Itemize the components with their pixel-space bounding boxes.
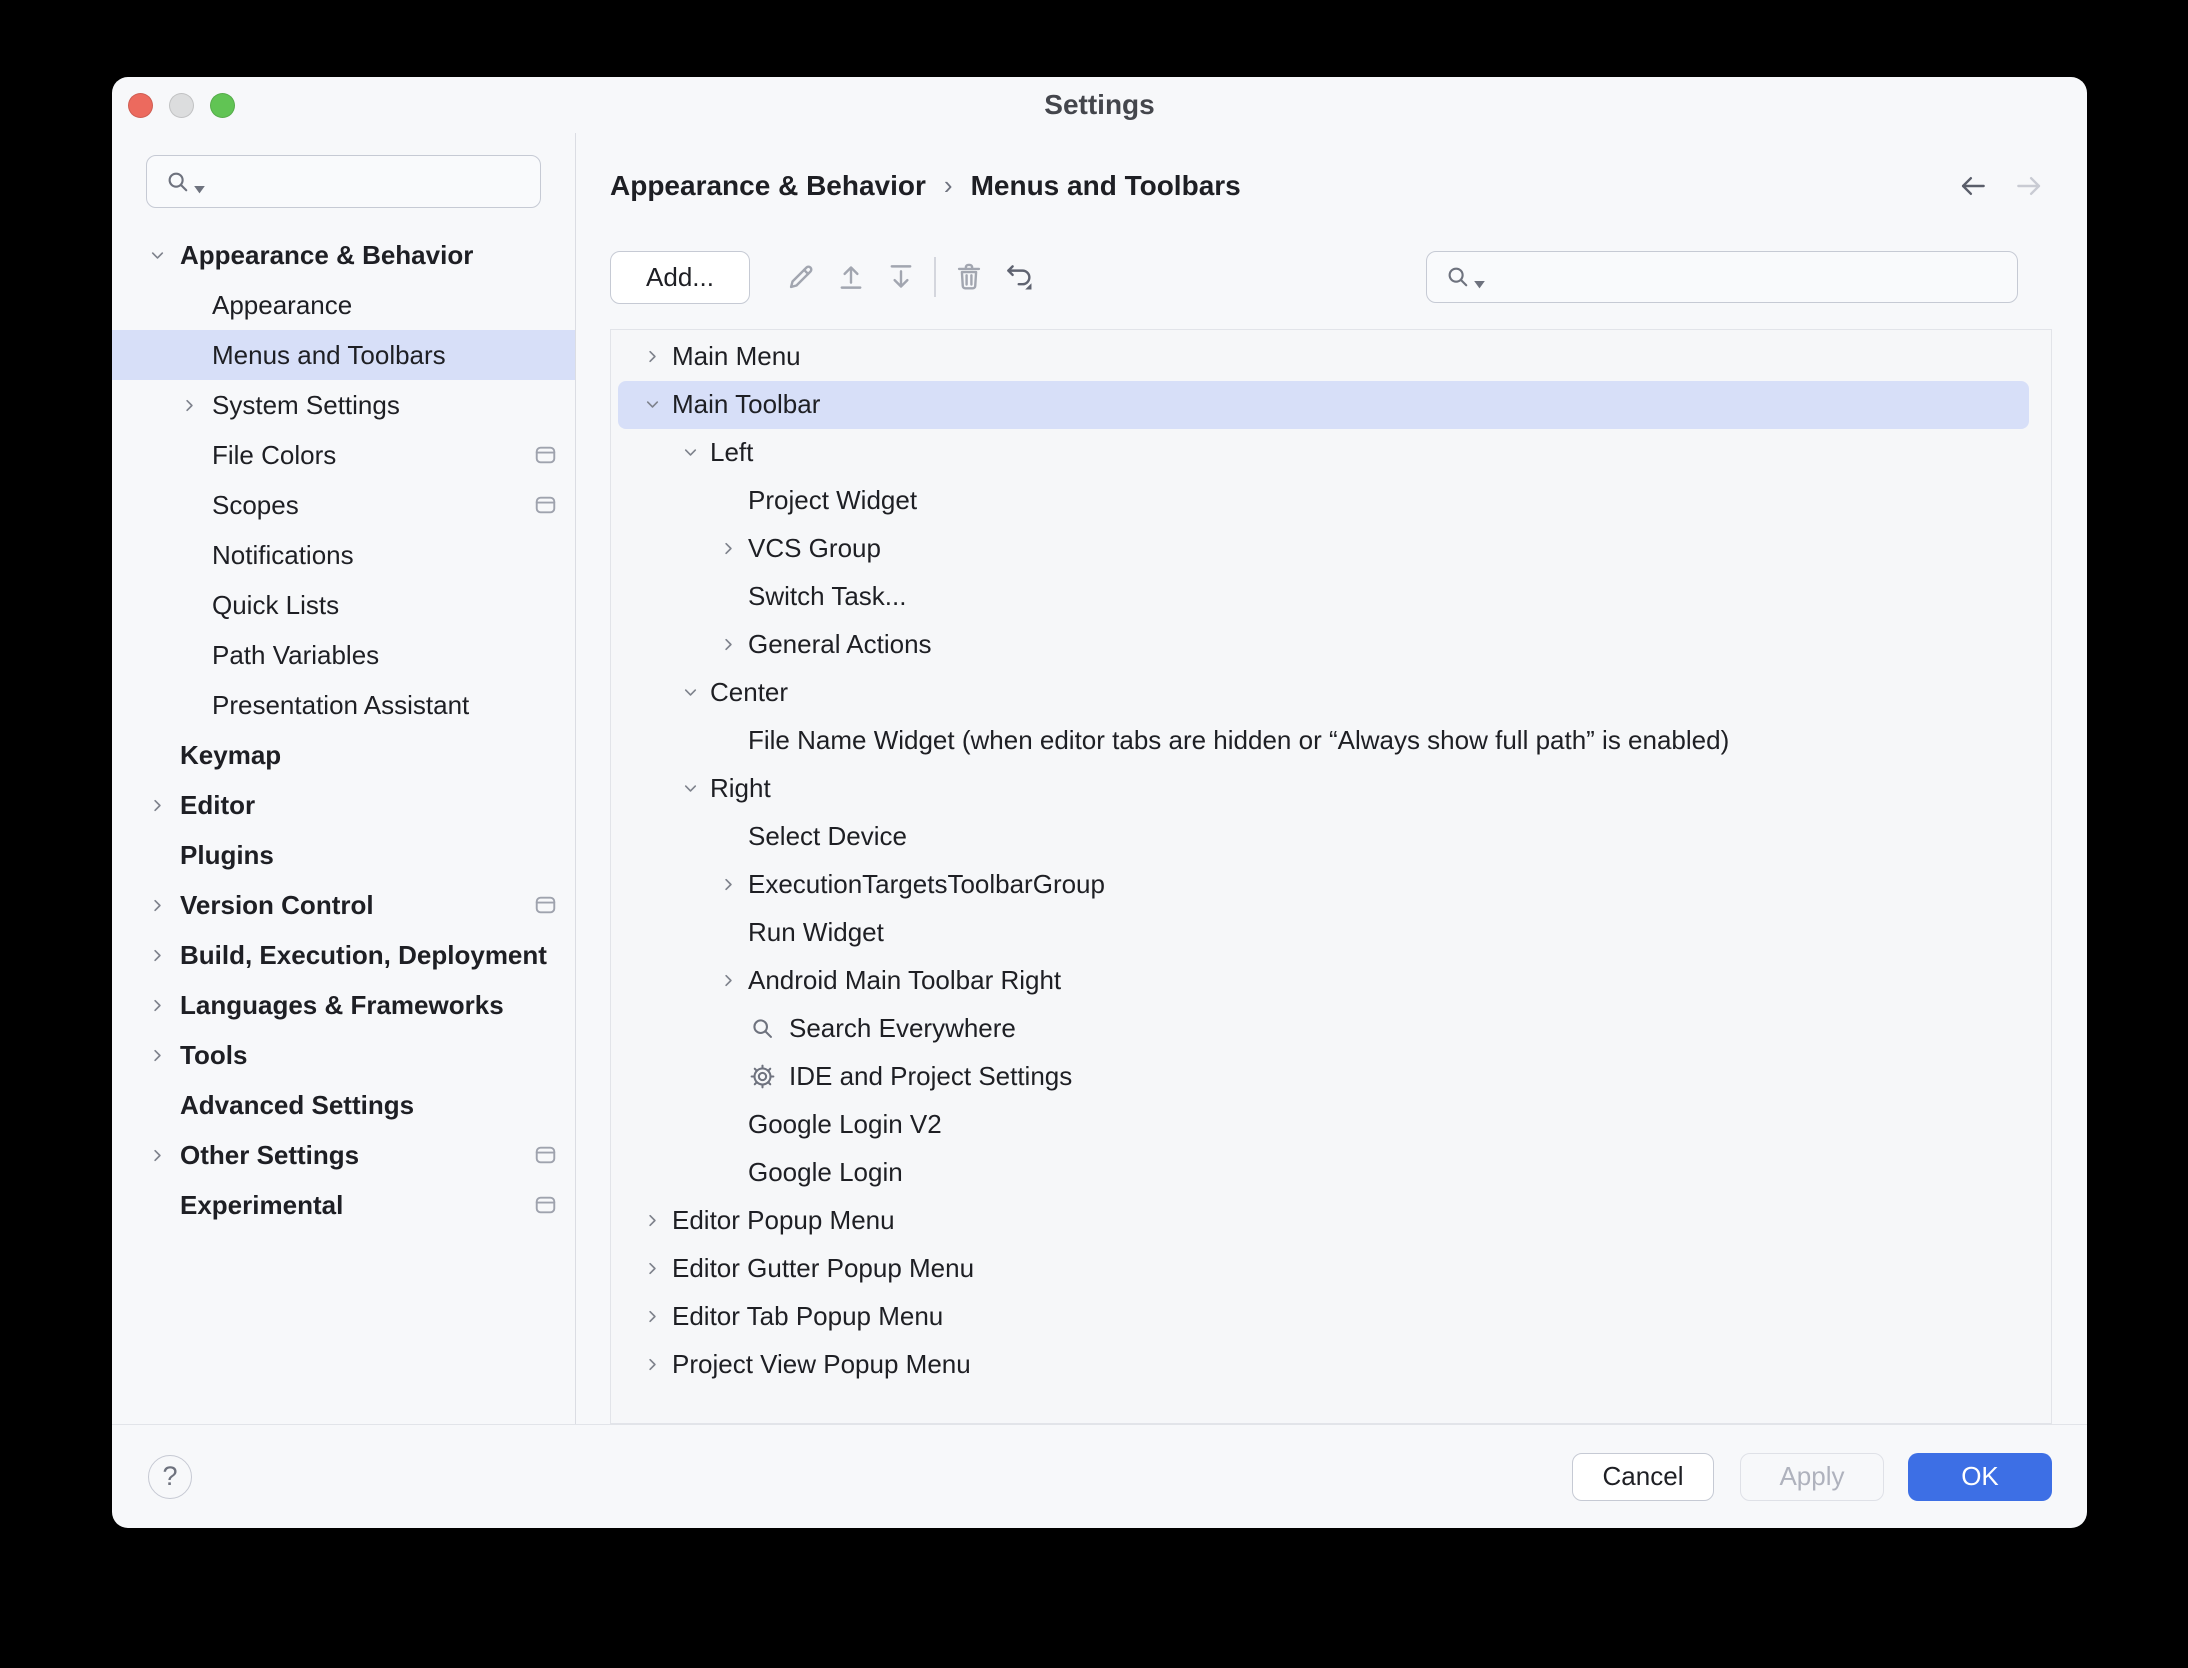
sidebar-search-input[interactable] bbox=[147, 156, 540, 207]
cancel-button[interactable]: Cancel bbox=[1572, 1453, 1714, 1501]
chevron-right-icon[interactable] bbox=[632, 1293, 672, 1341]
breadcrumb bbox=[610, 163, 2052, 209]
sidebar-item-version-control[interactable] bbox=[112, 880, 575, 930]
sidebar-item-label: Scopes bbox=[212, 489, 299, 520]
chevron-down-icon[interactable] bbox=[670, 765, 710, 813]
sidebar-item-label: Advanced Settings bbox=[180, 1089, 415, 1120]
indent-spacer bbox=[178, 630, 212, 680]
sidebar-item-label: Quick Lists bbox=[212, 589, 340, 620]
tree-item-label: Switch Task... bbox=[748, 581, 907, 612]
help-button[interactable]: ? bbox=[148, 1455, 192, 1499]
tree-item-label: Editor Popup Menu bbox=[672, 1205, 895, 1236]
sidebar-item-system-settings[interactable] bbox=[112, 380, 575, 430]
sidebar-item-languages-frameworks[interactable] bbox=[112, 980, 575, 1030]
indent-spacer bbox=[708, 717, 748, 765]
ok-button[interactable]: OK bbox=[1908, 1453, 2052, 1501]
sidebar-item-file-colors[interactable] bbox=[112, 430, 575, 480]
apply-button[interactable]: Apply bbox=[1740, 1453, 1884, 1501]
chevron-right-icon[interactable] bbox=[178, 380, 212, 430]
search-icon bbox=[1443, 262, 1485, 292]
tree-item-general-actions[interactable] bbox=[618, 621, 2029, 669]
chevron-right-icon[interactable] bbox=[146, 980, 180, 1030]
window-icon bbox=[532, 492, 559, 519]
tree-item-left[interactable] bbox=[618, 429, 2029, 477]
search-icon bbox=[748, 1014, 777, 1043]
chevron-right-icon[interactable] bbox=[632, 1245, 672, 1293]
history-nav bbox=[1954, 167, 2048, 205]
sidebar-item-build-execution-deployment[interactable] bbox=[112, 930, 575, 980]
indent-spacer bbox=[708, 573, 748, 621]
tree-item-executiontargetstoolbargroup[interactable] bbox=[618, 861, 2029, 909]
tree-item-switch-task[interactable] bbox=[618, 573, 2029, 621]
breadcrumb-separator: › bbox=[943, 170, 953, 201]
indent-spacer bbox=[178, 480, 212, 530]
tree-item-label: File Name Widget (when editor tabs are hidden or “Always show full path” is enabled) bbox=[748, 725, 1730, 756]
tree-item-main-toolbar[interactable] bbox=[618, 381, 2029, 429]
sidebar-item-label: Presentation Assistant bbox=[212, 689, 470, 720]
sidebar-item-appearance[interactable] bbox=[112, 280, 575, 330]
indent-spacer bbox=[178, 280, 212, 330]
tree-item-ide-and-project-settings[interactable] bbox=[618, 1053, 2029, 1101]
tree-item-right[interactable] bbox=[618, 765, 2029, 813]
indent-spacer bbox=[708, 909, 748, 957]
window-icon bbox=[532, 892, 559, 919]
tree-item-vcs-group[interactable] bbox=[618, 525, 2029, 573]
chevron-right-icon[interactable] bbox=[708, 525, 748, 573]
tree-item-select-device[interactable] bbox=[618, 813, 2029, 861]
indent-spacer bbox=[178, 430, 212, 480]
chevron-right-icon[interactable] bbox=[632, 1341, 672, 1389]
tree-item-label: Android Main Toolbar Right bbox=[748, 965, 1062, 996]
titlebar bbox=[112, 77, 2087, 133]
tree-item-label: Run Widget bbox=[748, 917, 884, 948]
indent-spacer bbox=[708, 813, 748, 861]
tree-item-search-everywhere[interactable] bbox=[618, 1005, 2029, 1053]
chevron-down-icon[interactable] bbox=[146, 230, 180, 280]
tree-item-label: Project Widget bbox=[748, 485, 918, 516]
back-icon[interactable] bbox=[1954, 167, 1992, 205]
sidebar-item-advanced-settings[interactable] bbox=[112, 1080, 575, 1130]
close-button[interactable] bbox=[128, 93, 153, 118]
indent-spacer bbox=[146, 1180, 180, 1230]
sidebar-item-label: Path Variables bbox=[212, 639, 380, 670]
sidebar-item-label: Languages & Frameworks bbox=[180, 989, 504, 1020]
toolbar-divider bbox=[934, 257, 936, 297]
move-up-icon[interactable] bbox=[826, 252, 876, 302]
tree-item-label: Editor Gutter Popup Menu bbox=[672, 1253, 975, 1284]
tree-item-google-login-v2[interactable] bbox=[618, 1101, 2029, 1149]
sidebar-item-label: Menus and Toolbars bbox=[212, 339, 446, 370]
toolbar-search-box[interactable] bbox=[1426, 251, 2018, 303]
sidebar-item-quick-lists[interactable] bbox=[112, 580, 575, 630]
tree-item-label: Center bbox=[710, 677, 789, 708]
indent-spacer bbox=[178, 680, 212, 730]
settings-category-list bbox=[112, 230, 575, 1230]
sidebar-item-path-variables[interactable] bbox=[112, 630, 575, 680]
chevron-right-icon[interactable] bbox=[708, 957, 748, 1005]
sidebar-item-notifications[interactable] bbox=[112, 530, 575, 580]
sidebar-item-label: Other Settings bbox=[180, 1139, 360, 1170]
forward-icon[interactable] bbox=[2010, 167, 2048, 205]
tree-item-label: Search Everywhere bbox=[789, 1013, 1016, 1044]
sidebar-item-experimental[interactable] bbox=[112, 1180, 575, 1230]
tree-item-label: Project View Popup Menu bbox=[672, 1349, 971, 1380]
tree-item-main-menu[interactable] bbox=[618, 333, 2029, 381]
chevron-right-icon[interactable] bbox=[146, 1030, 180, 1080]
sidebar-item-tools[interactable] bbox=[112, 1030, 575, 1080]
move-down-icon[interactable] bbox=[876, 252, 926, 302]
search-icon bbox=[163, 167, 205, 197]
traffic-lights bbox=[128, 93, 235, 118]
sidebar bbox=[112, 133, 576, 1424]
window-title: Settings bbox=[1044, 89, 1155, 120]
indent-spacer bbox=[146, 730, 180, 780]
settings-window bbox=[112, 77, 2087, 1528]
tree-item-project-view-popup-menu[interactable] bbox=[618, 1341, 2029, 1389]
sidebar-item-appearance-behavior[interactable] bbox=[112, 230, 575, 280]
window-icon bbox=[532, 442, 559, 469]
chevron-right-icon[interactable] bbox=[146, 1130, 180, 1180]
content bbox=[112, 133, 2087, 1424]
sidebar-item-label: Keymap bbox=[180, 739, 282, 770]
chevron-down-icon[interactable] bbox=[670, 429, 710, 477]
add-button[interactable]: Add... bbox=[610, 251, 750, 304]
tree-item-center[interactable] bbox=[618, 669, 2029, 717]
chevron-right-icon[interactable] bbox=[708, 861, 748, 909]
tree-item-label: ExecutionTargetsToolbarGroup bbox=[748, 869, 1105, 900]
tree-item-editor-tab-popup-menu[interactable] bbox=[618, 1293, 2029, 1341]
tree-item-label: Main Toolbar bbox=[672, 389, 821, 420]
indent-spacer bbox=[178, 530, 212, 580]
sidebar-item-editor[interactable] bbox=[112, 780, 575, 830]
delete-icon[interactable] bbox=[944, 252, 994, 302]
breadcrumb-page: Menus and Toolbars bbox=[970, 169, 1241, 201]
indent-spacer bbox=[708, 1005, 748, 1053]
tree-item-label: Google Login bbox=[748, 1157, 903, 1188]
indent-spacer bbox=[708, 1053, 748, 1101]
chevron-down-icon[interactable] bbox=[670, 669, 710, 717]
indent-spacer bbox=[708, 477, 748, 525]
chevron-right-icon[interactable] bbox=[632, 333, 672, 381]
chevron-right-icon[interactable] bbox=[708, 621, 748, 669]
sidebar-item-label: Experimental bbox=[180, 1189, 344, 1220]
tree-item-label: Left bbox=[710, 437, 754, 468]
chevron-right-icon[interactable] bbox=[632, 1197, 672, 1245]
indent-spacer bbox=[708, 1149, 748, 1197]
main-panel bbox=[576, 133, 2087, 1424]
breadcrumb-section[interactable]: Appearance & Behavior bbox=[610, 169, 926, 201]
sidebar-search-box[interactable] bbox=[146, 155, 541, 208]
tree-item-editor-gutter-popup-menu[interactable] bbox=[618, 1245, 2029, 1293]
sidebar-item-label: Build, Execution, Deployment bbox=[180, 939, 547, 970]
tree-item-run-widget[interactable] bbox=[618, 909, 2029, 957]
tree-item-label: Select Device bbox=[748, 821, 907, 852]
revert-icon[interactable] bbox=[994, 252, 1044, 302]
tree-item-android-main-toolbar-right[interactable] bbox=[618, 957, 2029, 1005]
tree-toolbar bbox=[610, 251, 2052, 304]
chevron-right-icon[interactable] bbox=[146, 880, 180, 930]
sidebar-item-label: Notifications bbox=[212, 539, 354, 570]
indent-spacer bbox=[146, 830, 180, 880]
toolbar-icon-strip bbox=[776, 252, 1044, 302]
footer bbox=[112, 1424, 2087, 1528]
indent-spacer bbox=[178, 580, 212, 630]
edit-icon[interactable] bbox=[776, 252, 826, 302]
sidebar-item-menus-and-toolbars[interactable] bbox=[112, 330, 575, 380]
indent-spacer bbox=[178, 330, 212, 380]
actions-tree bbox=[610, 329, 2052, 1424]
window-icon bbox=[532, 1142, 559, 1169]
chevron-down-icon[interactable] bbox=[632, 381, 672, 429]
sidebar-item-keymap[interactable] bbox=[112, 730, 575, 780]
sidebar-item-scopes[interactable] bbox=[112, 480, 575, 530]
zoom-button[interactable] bbox=[210, 93, 235, 118]
gear-icon bbox=[748, 1062, 777, 1091]
tree-item-file-name-widget-when-editor-tabs-are-hidden-or-always-show-full-path-is-enabled[interactable] bbox=[618, 717, 2029, 765]
tree-item-editor-popup-menu[interactable] bbox=[618, 1197, 2029, 1245]
tree-item-label: VCS Group bbox=[748, 533, 881, 564]
minimize-button[interactable] bbox=[169, 93, 194, 118]
chevron-right-icon[interactable] bbox=[146, 780, 180, 830]
sidebar-item-label: System Settings bbox=[212, 389, 400, 420]
sidebar-item-label: Version Control bbox=[180, 889, 374, 920]
tree-item-label: Editor Tab Popup Menu bbox=[672, 1301, 944, 1332]
chevron-right-icon[interactable] bbox=[146, 930, 180, 980]
indent-spacer bbox=[146, 1080, 180, 1130]
sidebar-item-label: Appearance & Behavior bbox=[180, 239, 474, 270]
tree-item-label: Right bbox=[710, 773, 771, 804]
window-icon bbox=[532, 1192, 559, 1219]
tree-item-label: IDE and Project Settings bbox=[789, 1061, 1073, 1092]
tree-item-project-widget[interactable] bbox=[618, 477, 2029, 525]
sidebar-item-label: Tools bbox=[180, 1039, 248, 1070]
tree-item-label: Google Login V2 bbox=[748, 1109, 942, 1140]
tree-item-label: General Actions bbox=[748, 629, 932, 660]
sidebar-item-label: Plugins bbox=[180, 839, 274, 870]
sidebar-item-other-settings[interactable] bbox=[112, 1130, 575, 1180]
indent-spacer bbox=[708, 1101, 748, 1149]
tree-item-label: Main Menu bbox=[672, 341, 801, 372]
sidebar-item-label: File Colors bbox=[212, 439, 337, 470]
tree-item-google-login[interactable] bbox=[618, 1149, 2029, 1197]
toolbar-search-input[interactable] bbox=[1427, 252, 2017, 302]
sidebar-item-label: Appearance bbox=[212, 289, 353, 320]
sidebar-item-label: Editor bbox=[180, 789, 256, 820]
sidebar-item-plugins[interactable] bbox=[112, 830, 575, 880]
sidebar-item-presentation-assistant[interactable] bbox=[112, 680, 575, 730]
